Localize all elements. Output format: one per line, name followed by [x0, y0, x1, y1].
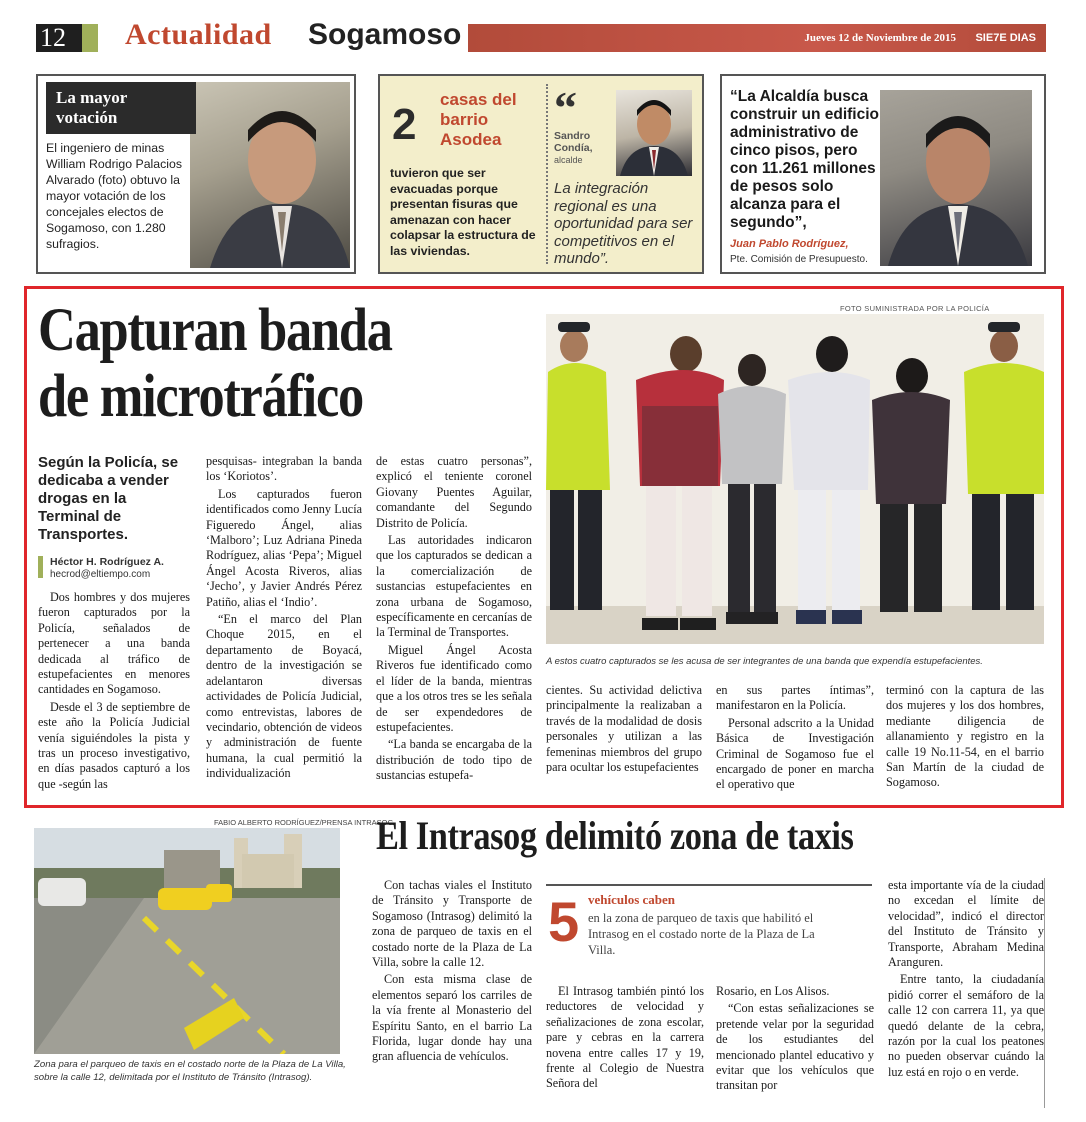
- paragraph: “Con estas señalizaciones se pretende velar por la seguridad de los estudiantes del mencionado plantel educativo y evitar que los vehículos que transitan por: [716, 1001, 874, 1093]
- paragraph: pesquisas- integraban la banda los ‘Koriotos’.: [206, 454, 362, 484]
- subsection-title: Sogamoso: [308, 18, 462, 51]
- photo-caption: Zona para el parqueo de taxis en el costado norte de la Plaza de La Villa, sobre la calle 12, delimitada por el Instituto de Tránsito (Intrasog).: [34, 1059, 346, 1083]
- paragraph: Desde el 3 de septiembre de este año la Policía Judicial venía siguiéndoles la pista y tras un proceso investigativo, en días pasados capturó a los que -según las: [38, 699, 190, 791]
- speaker-photo: [880, 90, 1032, 266]
- stat-headline: casas del barrio Asodea: [440, 90, 517, 149]
- quote-text: “La Alcaldía busca construir un edificio administrativo de cinco pisos, pero con 11.261 millones de pesos solo alcanza para el segundo”,: [730, 88, 879, 231]
- paragraph: El Intrasog también pintó los reductores de velocidad y señalizaciones de zona escolar, pare y cebras en la carrera novena entre calles 17 y 19, frente al Colegio de Nuestra Señora del: [546, 984, 704, 1091]
- stat-number: 2: [392, 100, 417, 149]
- article-column-4: [546, 683, 702, 777]
- paragraph: esta importante vía de la ciudad no excedan el límite de velocidad”, indicó el director del Instituto de Tránsito y Transporte, Abraham Medina Aranguren.: [888, 878, 1044, 970]
- paragraph: Miguel Ángel Acosta Riveros fue identificado como el líder de la banda, mientras que a los otros tres se les señala de ser expendedores de estupefacientes.: [376, 642, 532, 734]
- quote-speaker: Juan Pablo Rodríguez,: [730, 238, 849, 250]
- speaker-photo: [616, 90, 692, 176]
- paragraph: terminó con la captura de las dos mujeres y los dos hombres, mediante diligencia de allanamiento y registro en la calle 19 No.11-54, en el barrio San Martín de la ciudad de Sogamoso.: [886, 683, 1044, 790]
- paragraph: “La banda se encargaba de la distribución de todo tipo de sustancias estupefa-: [376, 737, 532, 783]
- speaker-illustration: [616, 90, 692, 176]
- teaser-title: La mayor votación: [46, 82, 196, 134]
- paragraph: cientes. Su actividad delictiva principalmente la realizaban a través de la modalidad de dosis personales y utilizan a las femeninas miembros del grupo para ocultar los estupefacientes: [546, 683, 702, 775]
- paragraph: Las autoridades indicaron que los capturados se dedican a la comercialización de sustancias estupefacientes en zona urbana de Sogamoso, específicamente en cercanías de la Terminal de Transportes.: [376, 533, 532, 640]
- paragraph: en sus partes íntimas”, manifestaron en la Policía.: [716, 683, 874, 713]
- header-bar: [468, 24, 1046, 52]
- arrest-illustration: [546, 314, 1044, 644]
- byline-author: Héctor H. Rodríguez A.: [50, 556, 164, 568]
- arrest-photo: [546, 314, 1044, 644]
- stat-text: tuvieron que ser evacuadas porque presentan fisuras que amenazan con hacer colapsar la estructura de las viviendas.: [390, 166, 536, 258]
- byline-accent: [38, 556, 43, 578]
- page-number: 12: [36, 24, 82, 52]
- main-headline-line2: de microtráfico: [38, 363, 363, 430]
- paragraph: “En el marco del Plan Choque 2015, en el departamento de Boyacá, dentro de la investigación se adelantaron diversas actividades de Policía Judicial, como entrevistas, labores de vecindario, obtención de videos y administración de fuente humana, la cual permitió la individualización: [206, 612, 362, 781]
- paragraph: Entre tanto, la ciudadanía pidió correr el semáforo de la calle 12 con carrera 11, ya que quedó delante de la cebra, razón por la cual los peatones no pueden observar cuándo la luz está en rojo o en verde.: [888, 972, 1044, 1079]
- fact-headline: vehículos caben: [588, 892, 676, 907]
- page-number-accent: [82, 24, 98, 52]
- fact-text: en la zona de parqueo de taxis que habilitó el Intrasog en el costado norte de la Plaza de La Villa.: [588, 911, 815, 957]
- article-column-2: [546, 984, 704, 1094]
- main-headline-line1: Capturan banda: [38, 297, 392, 364]
- portrait-photo: [190, 82, 350, 268]
- article-column-5: [716, 683, 874, 795]
- byline-email: hecrod@eltiempo.com: [50, 569, 151, 580]
- quote-text: La integración regional es una oportunidad para ser competitivos en el mundo”.: [554, 180, 693, 267]
- portrait-illustration: [190, 82, 350, 268]
- teaser-divider: [546, 84, 548, 264]
- article-column-2: [206, 454, 362, 784]
- photo-credit: FOTO SUMINISTRADA POR LA POLICÍA: [840, 304, 990, 313]
- column-rule: [1044, 878, 1045, 1108]
- teaser-text: El ingeniero de minas William Rodrigo Palacios Alvarado (foto) obtuvo la mayor votación de los concejales electos de Sogamoso, con 1.280 sufragios.: [46, 141, 182, 251]
- article-column-1: [38, 590, 190, 794]
- main-headline: [38, 298, 468, 430]
- photo-credit: FABIO ALBERTO RODRÍGUEZ/PRENSA INTRASOG: [214, 818, 394, 827]
- taxi-zone-illustration: [34, 828, 340, 1054]
- quote-speaker-role: Pte. Comisión de Presupuesto.: [730, 254, 868, 265]
- paragraph: Rosario, en Los Alisos.: [716, 984, 830, 998]
- taxi-zone-photo: [34, 828, 340, 1054]
- article-column-4: [888, 878, 1044, 1082]
- quote-speaker-role: alcalde: [554, 155, 583, 165]
- paragraph: Con esta misma clase de elementos separó los carriles de la vía frente al Monasterio del Espíritu Santo, en el barrio La Florida, lugar donde hay una gran afluencia de vehículos.: [372, 972, 532, 1064]
- paragraph: Los capturados fueron identificados como Jenny Lucía Figueredo Ángel, alias ‘Malboro’; Luz Adriana Pineda Rodríguez, alias ‘Pepa’; Miguel Ángel Acosta Riveros, alias ‘Jecho’, y Javier Andrés Pérez Patiño, alias el ‘Indio’.: [206, 486, 362, 609]
- paragraph: Dos hombres y dos mujeres fueron capturados por la Policía, señalados de pertenecer a una banda dedicada al tráfico de estupefacientes en menores cantidades en Sogamoso.: [38, 590, 190, 697]
- quote-speaker: Sandro Condía,: [554, 130, 593, 154]
- story-kicker: Según la Policía, se dedicaba a vender drogas en la Terminal de Transportes.: [38, 454, 179, 543]
- article-column-3: [376, 454, 532, 786]
- brand-name: SIE7E DIAS: [975, 32, 1036, 44]
- second-headline: El Intrasog delimitó zona de taxis: [376, 813, 854, 858]
- fact-box-rule: [546, 884, 872, 886]
- section-title: Actualidad: [125, 18, 272, 51]
- fact-number: 5: [548, 890, 580, 953]
- paragraph: Con tachas viales el Instituto de Tránsito y Transporte de Sogamoso (Intrasog) delimitó la zona de parqueo de taxis en el costado norte de la Plaza de La Villa, sobre la calle 12.: [372, 878, 532, 970]
- paragraph: Personal adscrito a la Unidad Básica de Investigación Criminal de Sogamoso fue el encargado de poner en marcha el operativo que: [716, 715, 874, 792]
- header-date: Jueves 12 de Noviembre de 2015: [804, 32, 956, 44]
- article-column-1: [372, 878, 532, 1067]
- paragraph: de estas cuatro personas”, explicó el teniente coronel Giovany Puentes Aguilar, comandante del Segundo Distrito de Policía.: [376, 454, 532, 530]
- photo-caption: A estos cuatro capturados se les acusa de ser integrantes de una banda que expendía estupefacientes.: [546, 656, 983, 667]
- quote-mark-icon: “: [554, 82, 577, 133]
- article-column-3: [716, 984, 874, 1096]
- article-column-6: [886, 683, 1044, 793]
- speaker-illustration: [880, 90, 1032, 266]
